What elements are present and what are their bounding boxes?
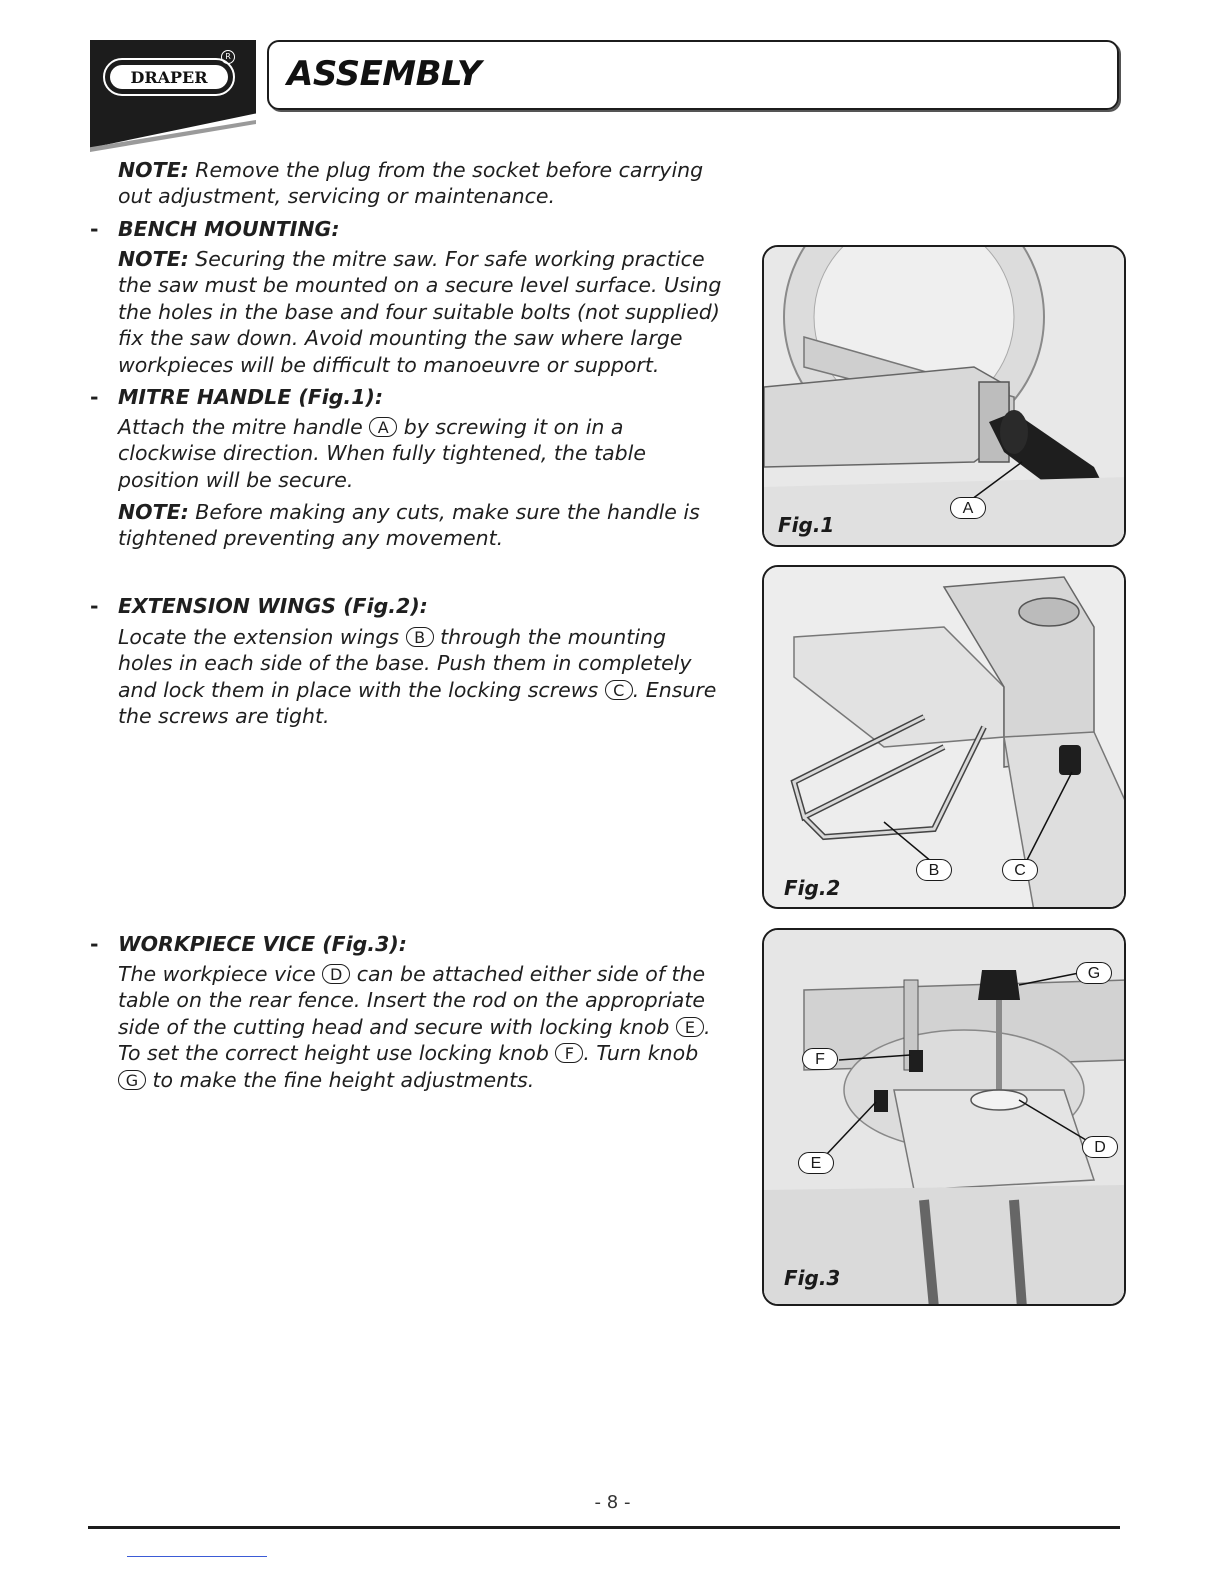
text-line: table on the rear fence. Insert the rod on the appropriate (118, 988, 706, 1013)
note-label: NOTE: (118, 158, 189, 182)
section-heading-bench: BENCH MOUNTING: (118, 217, 340, 241)
callout-a: A (950, 497, 986, 519)
ref-letter-e: E (676, 1017, 704, 1037)
text-line: side of the cutting head and secure with locking knob (118, 1014, 676, 1039)
ref-letter-a: A (369, 417, 397, 437)
text-line: holes in each side of the base. Push them in completely (118, 651, 692, 676)
callout-b: B (916, 859, 952, 881)
callout-f: F (802, 1048, 838, 1070)
text-line: clockwise direction. When fully tightened, the table (118, 441, 646, 466)
ref-letter-b: B (406, 627, 434, 647)
brand-name: DRAPER (110, 65, 228, 89)
ref-letter-g: G (118, 1070, 146, 1090)
figure-label: Fig.1 (778, 513, 835, 537)
bullet-dash: - (90, 385, 99, 409)
text-line: through the mounting (433, 625, 667, 649)
text-line: and lock them in place with the locking screws (118, 677, 605, 702)
text-line: tightened preventing any movement. (118, 526, 504, 551)
wings-text (118, 624, 716, 730)
figure-1 (762, 245, 1126, 547)
bullet-dash: - (90, 217, 99, 241)
mitre-handle-illustration (764, 247, 1126, 547)
text-line: Remove the plug from the socket before carrying (188, 158, 704, 182)
note-label: NOTE: (118, 500, 189, 524)
extension-wings-illustration (764, 567, 1126, 909)
text-line: the screws are tight. (118, 704, 330, 729)
text-line: To set the correct height use locking knob (118, 1041, 556, 1066)
ref-letter-f: F (555, 1043, 583, 1063)
bench-text (118, 246, 721, 378)
ref-letter-c: C (605, 680, 633, 700)
figure-label: Fig.2 (784, 876, 841, 900)
text-line: the holes in the base and four suitable bolts (not supplied) (118, 299, 720, 324)
registered-mark: R (221, 50, 235, 64)
section-heading-mitre: MITRE HANDLE (Fig.1): (118, 385, 384, 409)
footer-link-underline (127, 1556, 267, 1557)
callout-g: G (1076, 962, 1112, 984)
brand-logo (103, 58, 235, 96)
text-line: Locate the extension wings (118, 625, 406, 649)
figure-2 (762, 565, 1126, 909)
text-line: Securing the mitre saw. For safe working practice (188, 247, 705, 271)
mitre-note (118, 499, 700, 552)
text-line: . Ensure (632, 677, 717, 702)
section-heading-vice: WORKPIECE VICE (Fig.3): (118, 932, 407, 956)
note-label: NOTE: (118, 247, 189, 271)
callout-e: E (798, 1152, 834, 1174)
text-line: Attach the mitre handle (118, 415, 370, 439)
text-line: can be attached either side of the (350, 962, 706, 986)
title-box (267, 40, 1119, 110)
text-line: position will be secure. (118, 467, 354, 492)
section-heading-wings: EXTENSION WINGS (Fig.2): (118, 594, 428, 618)
workpiece-vice-illustration (764, 930, 1126, 1306)
text-line: Before making any cuts, make sure the handle is (188, 500, 700, 524)
vice-text (118, 961, 710, 1093)
text-line: by screwing it on in a (397, 415, 624, 439)
mitre-text (118, 414, 646, 493)
text-line: to make the fine height adjustments. (146, 1067, 535, 1092)
ref-letter-d: D (322, 964, 350, 984)
intro-note (118, 157, 703, 210)
bullet-dash: - (90, 932, 99, 956)
page-title: ASSEMBLY (287, 54, 482, 94)
text-line: The workpiece vice (118, 962, 323, 986)
text-line: . Turn knob (583, 1041, 699, 1066)
text-line: fix the saw down. Avoid mounting the saw where large (118, 326, 683, 351)
figure-3 (762, 928, 1126, 1306)
footer-rule (88, 1526, 1120, 1529)
bullet-dash: - (90, 594, 99, 618)
figure-label: Fig.3 (784, 1266, 841, 1290)
text-line: the saw must be mounted on a secure level surface. Using (118, 273, 722, 298)
callout-d: D (1082, 1136, 1118, 1158)
page-number: - 8 - (594, 1492, 631, 1513)
text-line: workpieces will be difficult to manoeuvre or support. (118, 352, 660, 377)
text-line: . (703, 1014, 711, 1039)
callout-c: C (1002, 859, 1038, 881)
text-line: out adjustment, servicing or maintenance. (118, 184, 556, 209)
